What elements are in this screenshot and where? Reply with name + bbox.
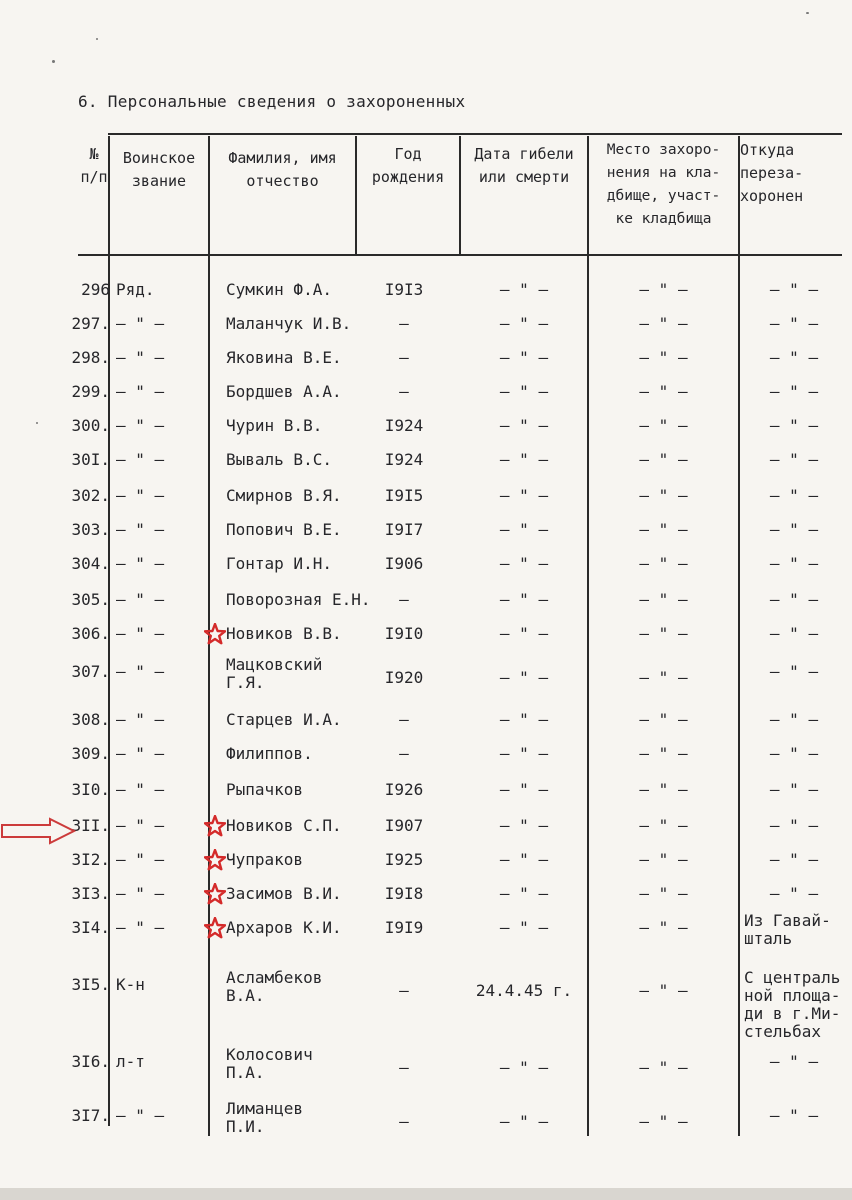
row-place: – " – [639,710,688,729]
row-born: – [399,590,409,609]
table-top-rule [108,133,842,135]
row-place: – " – [639,981,688,1000]
row-born: I9I3 [384,280,424,299]
row-rank: – " – [116,662,165,681]
header-rank: Воинское звание [122,149,196,190]
row-born: I9I9 [384,918,424,937]
row-born: – [399,710,409,729]
row-from: – " – [769,520,819,539]
row-rank: – " – [116,884,165,903]
row-rank: л-т [116,1052,145,1071]
row-name: Маланчук И.В. [226,314,352,333]
row-death: – " – [499,744,549,763]
scan-speck [96,38,98,40]
row-born: I9I5 [384,486,424,505]
row-death: – " – [499,918,549,937]
row-from: Из Гавай- шталь [744,911,831,948]
row-rank: – " – [116,486,165,505]
row-death: – " – [499,314,549,333]
row-name: Мацковский Г.Я. [226,655,323,692]
row-place: – " – [639,1112,688,1131]
row-born: I9I8 [384,884,424,903]
row-from: – " – [769,780,819,799]
row-death: 24.4.45 г. [475,981,573,1000]
scan-speck [36,422,38,424]
row-death: – " – [499,348,549,367]
row-born: I9I7 [384,520,424,539]
row-number: 299. [71,382,110,401]
row-from: – " – [769,710,819,729]
row-rank: – " – [116,780,165,799]
row-place: – " – [639,382,688,401]
row-name: Гонтар И.Н. [226,554,332,573]
row-from: – " – [769,744,819,763]
row-death: – " – [499,884,549,903]
row-place: – " – [639,918,688,937]
row-born: I9I0 [384,624,424,643]
red-star-icon [204,917,226,939]
row-rank: – " – [116,314,165,333]
row-number: 300. [71,416,110,435]
header-num: № п/п [80,145,108,186]
row-name: Асламбеков В.А. [226,968,323,1005]
row-number: 3I5. [71,975,110,994]
row-name: Филиппов. [226,744,313,763]
row-born: – [399,348,409,367]
row-rank: К-н [116,975,145,994]
row-rank: – " – [116,1106,165,1125]
row-place: – " – [639,780,688,799]
row-name: Чупраков [226,850,304,869]
row-rank: – " – [116,382,165,401]
row-number: 306. [71,624,110,643]
row-name: Попович В.Е. [226,520,342,539]
row-number: 30I. [71,450,110,469]
row-death: – " – [499,520,549,539]
row-place: – " – [639,314,688,333]
row-from: – " – [769,590,819,609]
row-from: – " – [769,884,819,903]
row-number: 3I7. [71,1106,110,1125]
row-name: Колосович П.А. [226,1045,313,1082]
row-number: 3I2. [71,850,110,869]
scan-speck [806,12,809,14]
row-from: – " – [769,850,819,869]
row-born: – [399,981,409,1000]
row-from: – " – [769,662,819,681]
row-death: – " – [499,668,549,687]
row-number: 3II. [71,816,110,835]
row-death: – " – [499,416,549,435]
row-born: – [399,314,409,333]
row-from: – " – [769,554,819,573]
row-rank: – " – [116,744,165,763]
row-name: Яковина В.Е. [226,348,342,367]
row-rank: – " – [116,520,165,539]
row-place: – " – [639,280,688,299]
row-born: – [399,1112,409,1131]
row-name: Бордшев А.А. [226,382,342,401]
row-number: 3I0. [71,780,110,799]
row-death: – " – [499,1112,549,1131]
row-rank: – " – [116,624,165,643]
row-number: 298. [71,348,110,367]
row-name: Поворозная Е.Н. [226,590,371,609]
row-name: Старцев И.А. [226,710,342,729]
row-place: – " – [639,554,688,573]
row-place: – " – [639,850,688,869]
row-from: – " – [769,348,819,367]
row-rank: – " – [116,710,165,729]
row-name: Вываль В.С. [226,450,332,469]
row-death: – " – [499,780,549,799]
row-number: 297. [71,314,110,333]
row-born: I924 [384,450,424,469]
red-star-icon [204,883,226,905]
row-born: I926 [384,780,424,799]
row-place: – " – [639,520,688,539]
row-rank: – " – [116,554,165,573]
row-number: 309. [71,744,110,763]
row-place: – " – [639,1058,688,1077]
row-from: – " – [769,1106,819,1125]
row-number: 3I3. [71,884,110,903]
row-name: Новиков С.П. [226,816,342,835]
row-rank: – " – [116,816,165,835]
red-star-icon [204,849,226,871]
row-rank: – " – [116,850,165,869]
row-place: – " – [639,884,688,903]
row-place: – " – [639,590,688,609]
row-number: 302. [71,486,110,505]
row-born: I920 [384,668,424,687]
row-name: Смирнов В.Я. [226,486,342,505]
row-born: – [399,744,409,763]
row-number: 296 [81,280,110,299]
row-name: Сумкин Ф.А. [226,280,332,299]
row-place: – " – [639,450,688,469]
row-rank: – " – [116,348,165,367]
page-bottom-edge [0,1188,852,1200]
row-number: 304. [71,554,110,573]
row-name: Архаров К.И. [226,918,342,937]
header-born: Год рождения [371,145,445,186]
row-from: – " – [769,450,819,469]
row-place: – " – [639,816,688,835]
row-number: 303. [71,520,110,539]
red-star-icon [204,815,226,837]
row-from: – " – [769,382,819,401]
row-place: – " – [639,624,688,643]
scan-speck [52,60,55,63]
row-born: I925 [384,850,424,869]
column-divider [738,136,740,1136]
row-born: I906 [384,554,424,573]
row-death: – " – [499,554,549,573]
row-rank: – " – [116,918,165,937]
row-from: – " – [769,416,819,435]
row-number: 305. [71,590,110,609]
header-death: Дата гибели или смерти [474,145,574,186]
header-from: Откуда переза- хоронен [740,141,804,205]
row-from: – " – [769,314,819,333]
row-rank: – " – [116,590,165,609]
red-star-icon [204,623,226,645]
row-rank: Ряд. [116,280,155,299]
row-death: – " – [499,450,549,469]
row-death: – " – [499,382,549,401]
row-born: – [399,382,409,401]
row-name: Рыпачков [226,780,304,799]
arrow-right-icon [0,816,80,846]
row-number: 308. [71,710,110,729]
row-born: I907 [384,816,424,835]
row-rank: – " – [116,450,165,469]
row-from: – " – [769,1052,819,1071]
row-death: – " – [499,280,549,299]
row-from: С централь ной площа- ди в г.Ми- стельбах [744,968,841,1041]
row-number: 3I6. [71,1052,110,1071]
row-place: – " – [639,744,688,763]
row-place: – " – [639,486,688,505]
row-place: – " – [639,416,688,435]
row-death: – " – [499,850,549,869]
row-name: Чурин В.В. [226,416,323,435]
row-death: – " – [499,486,549,505]
row-born: – [399,1058,409,1077]
section-title: 6. Персональные сведения о захороненных [78,92,466,111]
row-rank: – " – [116,416,165,435]
row-from: – " – [769,624,819,643]
row-number: 307. [71,662,110,681]
row-death: – " – [499,816,549,835]
row-name: Новиков В.В. [226,624,342,643]
row-place: – " – [639,348,688,367]
row-death: – " – [499,1058,549,1077]
row-death: – " – [499,624,549,643]
row-from: – " – [769,280,819,299]
row-place: – " – [639,668,688,687]
header-place: Место захоро- нения на кла- дбище, участ- ке кладбища [606,142,721,227]
row-death: – " – [499,590,549,609]
row-number: 3I4. [71,918,110,937]
row-born: I924 [384,416,424,435]
header-name: Фамилия, имя отчество [228,149,337,190]
row-from: – " – [769,486,819,505]
row-name: Лиманцев П.И. [226,1099,304,1136]
row-from: – " – [769,816,819,835]
row-name: Засимов В.И. [226,884,342,903]
row-death: – " – [499,710,549,729]
